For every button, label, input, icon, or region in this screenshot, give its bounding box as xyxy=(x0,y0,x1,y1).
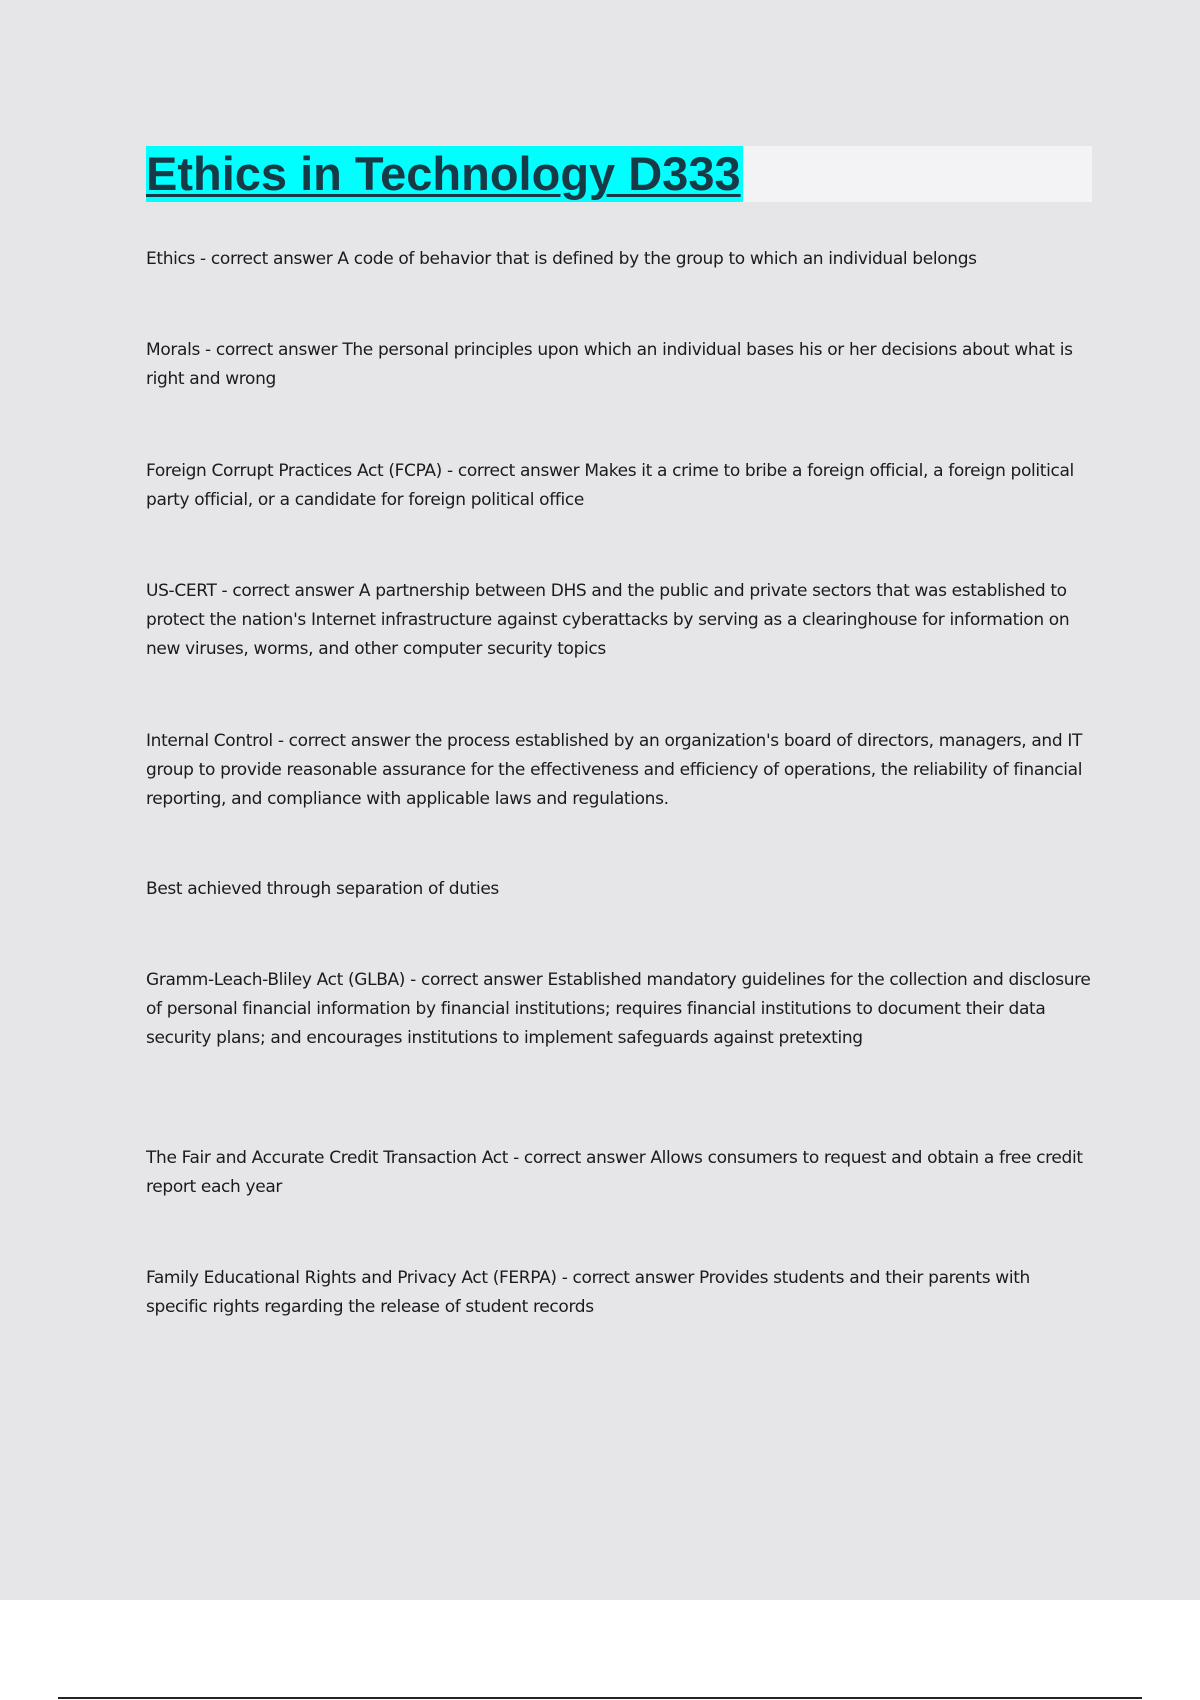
entry-ethics: Ethics - correct answer A code of behavior that is defined by the group to which an individual belongs xyxy=(146,249,977,269)
entry-us-cert: US-CERT - correct answer A partnership between DHS and the public and private sectors that was established to protect the nation's Internet infrastructure against cyberattacks by serving as a clearinghouse for information on new viruses, worms, and other computer security topics xyxy=(146,581,1070,659)
title-bar xyxy=(146,146,1092,202)
footer-divider xyxy=(58,1697,1142,1699)
entry-fact-act: The Fair and Accurate Credit Transaction Act - correct answer Allows consumers to request and obtain a free credit report each year xyxy=(146,1148,1083,1197)
entry-glba: Gramm-Leach-Bliley Act (GLBA) - correct answer Established mandatory guidelines for the collection and disclosure of personal financial information by financial institutions; requires financial institutions to document their data security plans; and encourages institutions to implement safeguards against pretexting xyxy=(146,970,1091,1048)
entry-separation-of-duties: Best achieved through separation of duties xyxy=(146,879,499,899)
entry-ferpa: Family Educational Rights and Privacy Act (FERPA) - correct answer Provides students and their parents with specific rights regarding the release of student records xyxy=(146,1268,1030,1317)
document-title: Ethics in Technology D333 xyxy=(146,147,741,200)
entry-fcpa: Foreign Corrupt Practices Act (FCPA) - correct answer Makes it a crime to bribe a foreign official, a foreign political party official, or a candidate for foreign political office xyxy=(146,461,1074,510)
entry-morals: Morals - correct answer The personal principles upon which an individual bases his or her decisions about what is right and wrong xyxy=(146,340,1073,389)
entry-internal-control: Internal Control - correct answer the process established by an organization's board of directors, managers, and IT group to provide reasonable assurance for the effectiveness and efficiency of operations, the reliability of financial reporting, and compliance with applicable laws and regulations. xyxy=(146,731,1083,809)
